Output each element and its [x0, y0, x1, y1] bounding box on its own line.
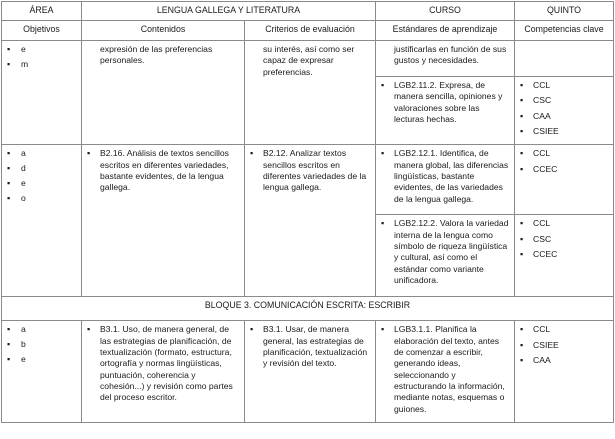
- contenido-item: ▪ B2.16. Análisis de textos sencillos escritos en diferentes variedades, bastante evidentes, de la lengua gallega.: [87, 148, 239, 193]
- objetivos-cell: [2, 321, 82, 423]
- competencia-item: ▪ CSC: [520, 95, 608, 106]
- curso-label: CURSO: [376, 2, 515, 21]
- criterio-item: ▪ B3.1. Usar, de manera general, las estrategias de planificación, textualización y revisión del texto.: [250, 324, 370, 369]
- estandar-item: ▪ LGB2.11.2. Expresa, de manera sencilla, opiniones y valoraciones sobre las lecturas hechas.: [381, 80, 509, 125]
- criterio-cell: [245, 41, 376, 145]
- contenido-item: ▪ B3.1. Uso, de manera general, de las estrategias de planificación, de textualización (formato, estructura, ortografía y normas lingüísticas, puntuación, coherencia y cohesión...) y revisión como partes del proceso escritor.: [87, 324, 239, 403]
- objetivos-cell: [2, 41, 82, 145]
- curso-value: QUINTO: [515, 2, 614, 21]
- objetivo-item: ▪ a: [7, 324, 76, 335]
- contenido-cell: [82, 321, 245, 423]
- competencia-item: ▪ CCL: [520, 148, 608, 159]
- estandar-cell: [376, 215, 515, 297]
- col-criterios: Criterios de evaluación: [245, 21, 376, 41]
- objetivos-cell: [2, 145, 82, 297]
- competencias-cell: [515, 145, 614, 215]
- objetivo-item: ▪ a: [7, 148, 76, 159]
- estandar-item: ▪ LGB3.1.1. Planifica la elaboración del texto, antes de comenzar a escribir, generando ideas, seleccionando y estructurando la información, mediante notas, esquemas o guiones.: [381, 324, 509, 415]
- competencia-item: ▪ CCL: [520, 80, 608, 91]
- curriculum-table: [1, 1, 614, 423]
- competencia-item: ▪ CAA: [520, 355, 608, 366]
- contenido-cell: [82, 145, 245, 297]
- objetivo-item: ▪ m: [7, 59, 76, 70]
- criterio-cell: [245, 321, 376, 423]
- table-row: [2, 41, 614, 77]
- estandar-cell: [376, 145, 515, 215]
- objetivo-item: ▪ e: [7, 354, 76, 365]
- estandar-text: justificarlas en función de sus gustos y necesidades.: [394, 44, 507, 66]
- objetivo-item: ▪ o: [7, 193, 76, 204]
- bloque-row: [2, 297, 614, 321]
- col-estandares: Estándares de aprendizaje: [376, 21, 515, 41]
- competencia-item: ▪ CSIEE: [520, 126, 608, 137]
- criterio-cell: [245, 145, 376, 297]
- bloque-title: BLOQUE 3. COMUNICACIÓN ESCRITA: ESCRIBIR: [2, 297, 614, 321]
- competencia-item: ▪ CCEC: [520, 164, 608, 175]
- criterio-text: su interés, así como ser capaz de expresar preferencias.: [263, 44, 355, 77]
- competencias-cell: [515, 77, 614, 145]
- competencia-item: ▪ CCL: [520, 218, 608, 229]
- objetivo-item: ▪ e: [7, 178, 76, 189]
- header-row: [2, 2, 614, 21]
- table-row: [2, 321, 614, 423]
- estandar-item: ▪ LGB2.12.2. Valora la variedad interna de la lengua como símbolo de riqueza lingüística y cultural, así como el estándar como variante unificadora.: [381, 218, 509, 286]
- column-header-row: [2, 21, 614, 41]
- estandar-item: ▪ LGB2.12.1. Identifica, de manera global, las diferencias lingüísticas, bastante evidentes, de las variedades de la lengua gallega.: [381, 148, 509, 205]
- competencias-cell: [515, 41, 614, 77]
- estandar-cell: [376, 321, 515, 423]
- objetivo-item: ▪ b: [7, 339, 76, 350]
- estandar-cell: [376, 41, 515, 77]
- competencias-cell: [515, 321, 614, 423]
- contenido-text: expresión de las preferencias personales.: [100, 44, 213, 66]
- contenido-cell: [82, 41, 245, 145]
- estandar-cell: [376, 77, 515, 145]
- competencias-cell: [515, 215, 614, 297]
- col-competencias: Competencias clave: [515, 21, 614, 41]
- competencia-item: ▪ CCL: [520, 324, 608, 335]
- competencia-item: ▪ CAA: [520, 111, 608, 122]
- competencia-item: ▪ CCEC: [520, 249, 608, 260]
- competencia-item: ▪ CSIEE: [520, 340, 608, 351]
- objetivo-item: ▪ e: [7, 44, 76, 55]
- col-contenidos: Contenidos: [82, 21, 245, 41]
- competencia-item: ▪ CSC: [520, 234, 608, 245]
- col-objetivos: Objetivos: [2, 21, 82, 41]
- criterio-item: ▪ B2.12. Analizar textos sencillos escritos en diferentes variedades de la lengua gallega.: [250, 148, 370, 193]
- area-label: ÁREA: [2, 2, 82, 21]
- subject-title: LENGUA GALLEGA Y LITERATURA: [82, 2, 376, 21]
- table-row: [2, 145, 614, 215]
- objetivo-item: ▪ d: [7, 163, 76, 174]
